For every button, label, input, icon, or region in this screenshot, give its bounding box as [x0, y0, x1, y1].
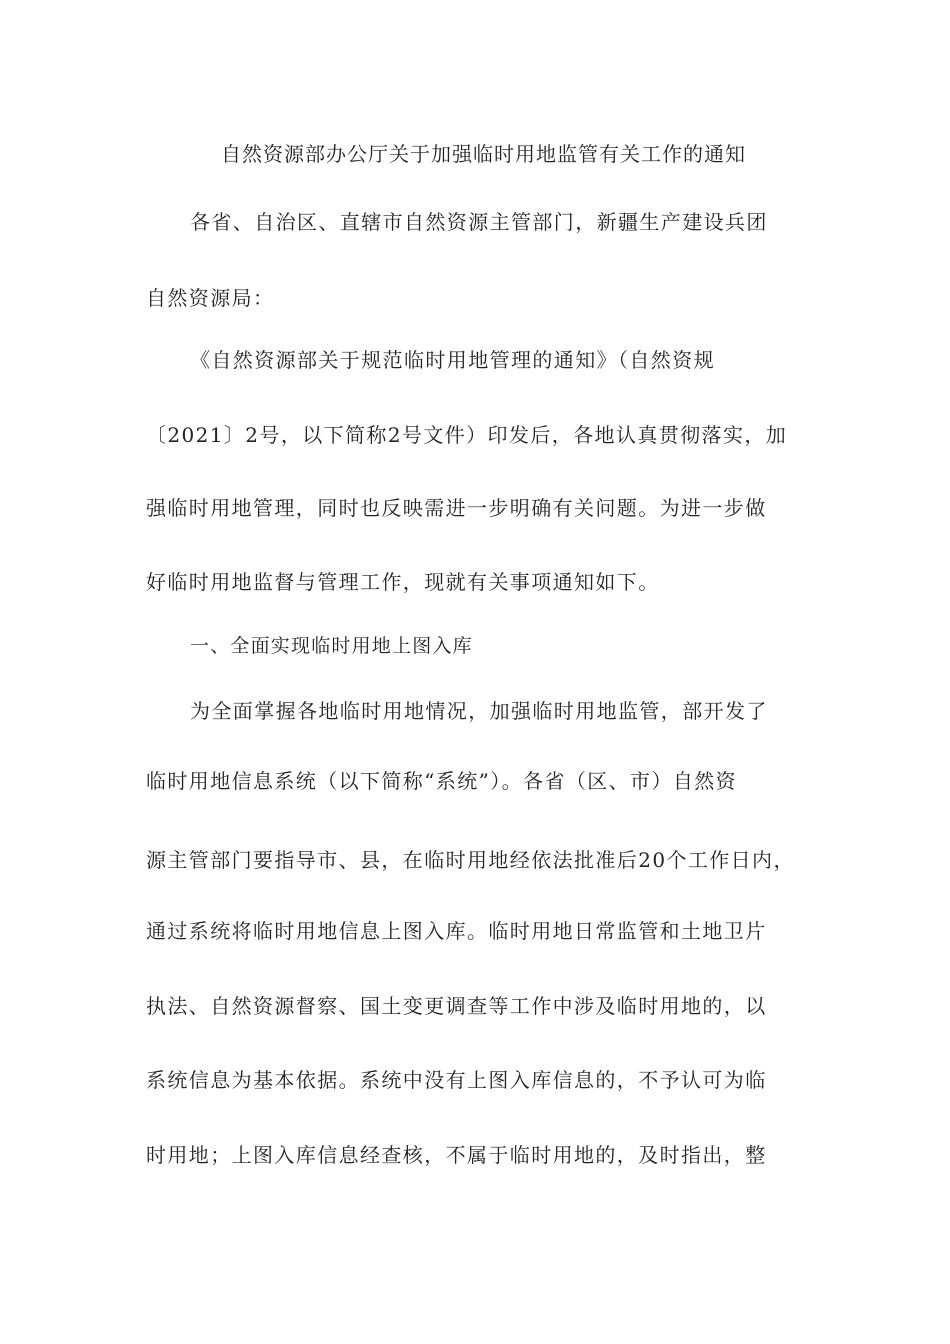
section-paragraph-line: 为全面掌握各地临时用地情况，加强临时用地监管，部开发了	[190, 699, 768, 723]
addressee-line: 各省、自治区、直辖市自然资源主管部门，新疆生产建设兵团	[190, 210, 768, 234]
intro-paragraph-line: 强临时用地管理，同时也反映需进一步明确有关问题。为进一步做	[146, 496, 767, 520]
intro-paragraph-line: 〔2021〕2号，以下简称2号文件）印发后，各地认真贯彻落实，加	[146, 423, 788, 447]
intro-paragraph-line: 好临时用地监督与管理工作，现就有关事项通知如下。	[146, 570, 660, 594]
section-paragraph-line: 时用地；上图入库信息经查核，不属于临时用地的，及时指出，整	[146, 1143, 767, 1167]
section-paragraph-line: 系统信息为基本依据。系统中没有上图入库信息的，不予认可为临	[146, 1068, 767, 1092]
document-title: 自然资源部办公厅关于加强临时用地监管有关工作的通知	[221, 142, 746, 166]
section-heading: 一、全面实现临时用地上图入库	[190, 635, 473, 657]
section-paragraph-line: 通过系统将临时用地信息上图入库。临时用地日常监管和土地卫片	[146, 919, 767, 943]
intro-paragraph-line: 《自然资源部关于规范临时用地管理的通知》（自然资规	[190, 348, 715, 372]
section-paragraph-line: 临时用地信息系统（以下简称“系统”）。各省（区、市）自然资	[146, 769, 738, 793]
addressee-line: 自然资源局：	[146, 286, 275, 310]
section-paragraph-line: 源主管部门要指导市、县，在临时用地经依法批准后20个工作日内，	[146, 848, 795, 872]
section-paragraph-line: 执法、自然资源督察、国土变更调查等工作中涉及临时用地的，以	[146, 994, 767, 1018]
